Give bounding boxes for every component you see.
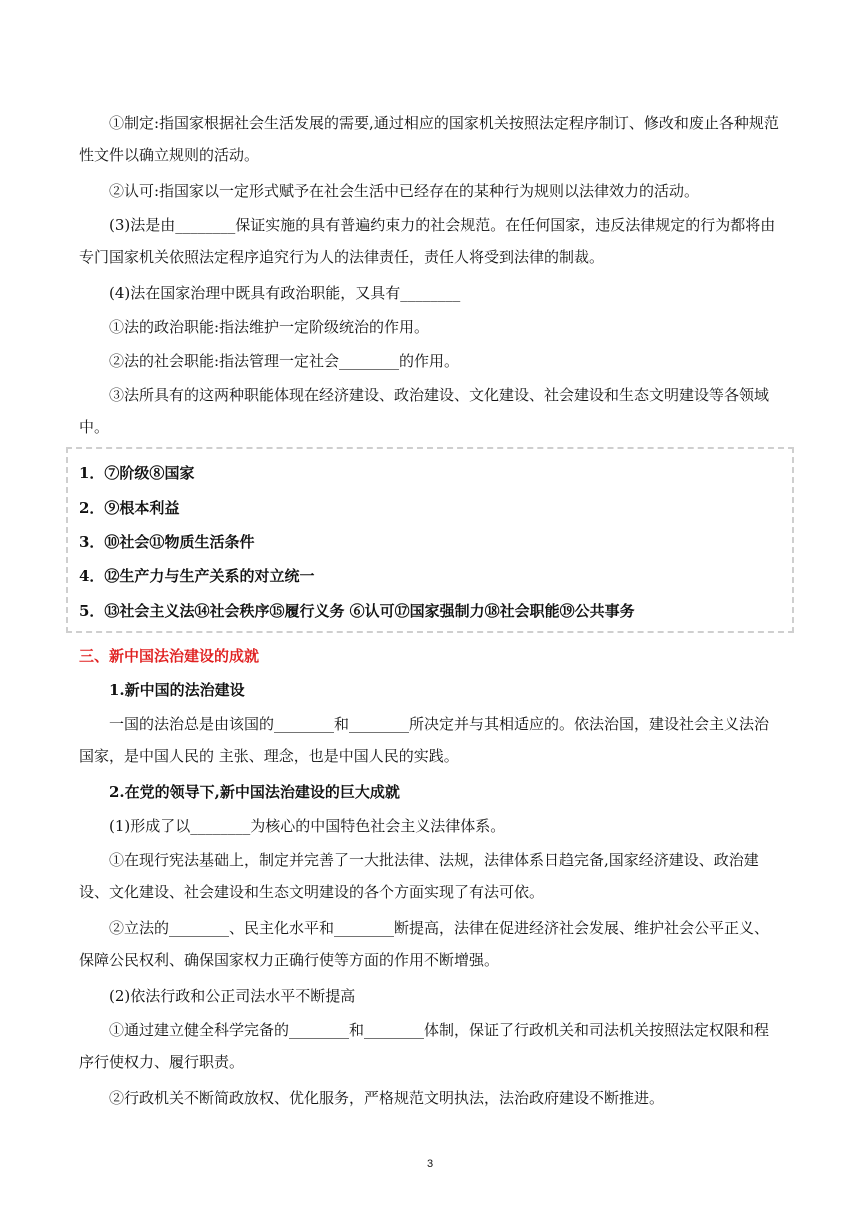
paragraph-two-functions: ③法所具有的这两种职能体现在经济建设、政治建设、文化建设、社会建设和生态文明建设等各领域中。	[79, 386, 770, 436]
paragraph-rule-of-law: 一国的法治总是由该国的________和________所决定并与其相适应的。依法治国，建设社会主义法治国家，是中国人民的 主张、理念，也是中国人民的实践。	[79, 715, 770, 765]
answer-line: 5．⑬社会主义法⑭社会秩序⑮履行义务 ⑥认可⑰国家强制力⑱社会职能⑲公共事务	[79, 602, 635, 620]
subsection-title-1: 1.新中国的法治建设	[109, 681, 245, 699]
paragraph-political-function: ①法的政治职能:指法维护一定阶级统治的作用。	[109, 318, 430, 336]
paragraph-legislation: ②立法的________、民主化水平和________断提高，法律在促进经济社会发展、维护社会公平正义、保障公民权利、确保国家权力正确行使等方面的作用不断增强。	[79, 919, 770, 969]
paragraph-constitution: ①在现行宪法基础上，制定并完善了一大批法律、法规，法律体系日趋完备,国家经济建设、政治建设、文化建设、社会建设和生态文明建设的各个方面实现了有法可依。	[79, 851, 759, 901]
paragraph-legal-system: (1)形成了以________为核心的中国特色社会主义法律体系。	[109, 817, 506, 835]
answer-line: 4．⑫生产力与生产关系的对立统一	[79, 567, 315, 585]
paragraph-system: ①通过建立健全科学完备的________和________体制，保证了行政机关和司法机关按照法定权限和程序行使权力、履行职责。	[79, 1021, 770, 1071]
paragraph-law-3: (3)法是由________保证实施的具有普遍约束力的社会规范。在任何国家，违反法律规定的行为都将由专门国家机关依照法定程序追究行为人的法律责任，责任人将受到法律的制裁。	[79, 216, 776, 266]
subsection-title-2: 2.在党的领导下,新中国法治建设的巨大成就	[109, 783, 400, 801]
answer-line: 2．⑨根本利益	[79, 499, 180, 517]
paragraph-formulation: ①制定:指国家根据社会生活发展的需要,通过相应的国家机关按照法定程序制订、修改和废止各种规范性文件以确立规则的活动。	[79, 114, 779, 164]
paragraph-recognition: ②认可:指国家以一定形式赋予在社会生活中已经存在的某种行为规则以法律效力的活动。	[109, 182, 700, 200]
paragraph-law-4: (4)法在国家治理中既具有政治职能，又具有________	[109, 284, 461, 302]
paragraph-executive: ②行政机关不断简政放权、优化服务，严格规范文明执法，法治政府建设不断推进。	[109, 1089, 665, 1107]
answer-line: 1．⑦阶级⑧国家	[79, 464, 195, 482]
paragraph-social-function: ②法的社会职能:指法管理一定社会________的作用。	[109, 352, 460, 370]
section-title: 三、新中国法治建设的成就	[79, 647, 260, 665]
page-number: 3	[426, 1158, 434, 1170]
paragraph-administration: (2)依法行政和公正司法水平不断提高	[109, 987, 356, 1005]
answer-line: 3．⑩社会⑪物质生活条件	[79, 533, 255, 551]
